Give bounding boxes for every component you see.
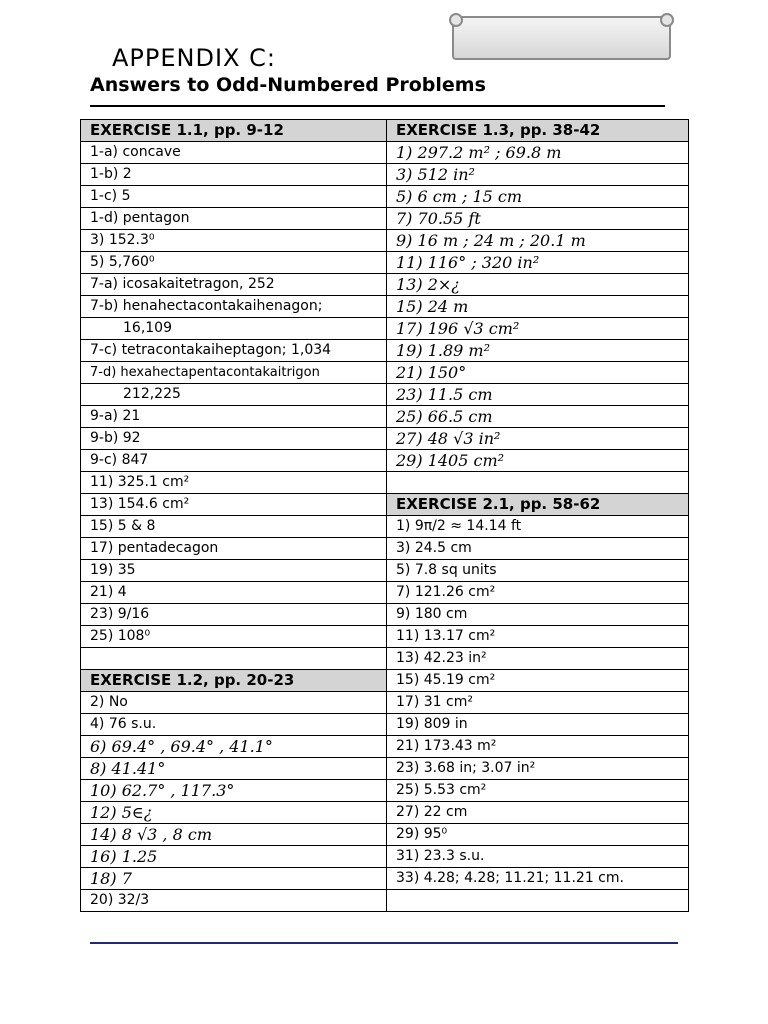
table-row <box>81 450 689 472</box>
table-row <box>81 230 689 252</box>
answer-cell: 7-d) hexahectapentacontakaitrigon <box>81 362 387 384</box>
answer-cell: 1) 297.2 m² ; 69.8 m <box>387 142 689 164</box>
section-header-exercise-2-1: EXERCISE 2.1, pp. 58-62 <box>387 494 689 516</box>
answer-cell: 20) 32/3 <box>81 890 387 912</box>
answer-cell: 23) 3.68 in; 3.07 in² <box>387 758 689 780</box>
answer-cell: 6) 69.4° , 69.4° , 41.1° <box>81 736 387 758</box>
answer-cell: 13) 154.6 cm² <box>81 494 387 516</box>
answer-cell: 17) 196 √3 cm² <box>387 318 689 340</box>
answer-cell: 4) 76 s.u. <box>81 714 387 736</box>
answers-table <box>80 119 689 912</box>
table-row <box>81 384 689 406</box>
table-row <box>81 494 689 516</box>
table-row <box>81 780 689 802</box>
table-row <box>81 406 689 428</box>
answer-cell: 1-a) concave <box>81 142 387 164</box>
answer-cell: 2) No <box>81 692 387 714</box>
answer-cell: 23) 9/16 <box>81 604 387 626</box>
table-row <box>81 626 689 648</box>
answer-cell: 1-b) 2 <box>81 164 387 186</box>
table-row <box>81 846 689 868</box>
answer-cell: 16) 1.25 <box>81 846 387 868</box>
table-row <box>81 164 689 186</box>
table-row <box>81 538 689 560</box>
answer-cell: 13) 42.23 in² <box>387 648 689 670</box>
answer-cell: 12) 5∈¿ <box>81 802 387 824</box>
answer-cell: 9) 16 m ; 24 m ; 20.1 m <box>387 230 689 252</box>
table-row <box>81 648 689 670</box>
answer-cell: 5) 7.8 sq units <box>387 560 689 582</box>
answer-cell: 21) 173.43 m² <box>387 736 689 758</box>
answer-cell: 3) 24.5 cm <box>387 538 689 560</box>
table-row <box>81 516 689 538</box>
answer-cell: 5) 6 cm ; 15 cm <box>387 186 689 208</box>
table-row <box>81 362 689 384</box>
answer-cell: 9-c) 847 <box>81 450 387 472</box>
answer-cell: 17) pentadecagon <box>81 538 387 560</box>
answer-cell: 29) 1405 cm² <box>387 450 689 472</box>
empty-cell <box>81 648 387 670</box>
section-header-exercise-1-1: EXERCISE 1.1, pp. 9-12 <box>81 120 387 142</box>
answer-cell: 21) 150° <box>387 362 689 384</box>
answer-cell: 19) 35 <box>81 560 387 582</box>
answer-cell: 3) 152.3⁰ <box>81 230 387 252</box>
answer-cell: 27) 22 cm <box>387 802 689 824</box>
table-row <box>81 560 689 582</box>
page-subtitle: Answers to Odd-Numbered Problems <box>90 74 486 96</box>
answer-cell: 16,109 <box>81 318 387 340</box>
answer-cell: 25) 66.5 cm <box>387 406 689 428</box>
empty-cell <box>387 890 689 912</box>
answer-cell: 1-c) 5 <box>81 186 387 208</box>
answer-cell: 7) 121.26 cm² <box>387 582 689 604</box>
table-row <box>81 890 689 912</box>
answer-cell: 19) 1.89 m² <box>387 340 689 362</box>
answer-cell: 7-a) icosakaitetragon, 252 <box>81 274 387 296</box>
answer-cell: 11) 325.1 cm² <box>81 472 387 494</box>
answer-cell: 13) 2×¿ <box>387 274 689 296</box>
answer-cell: 9) 180 cm <box>387 604 689 626</box>
answer-cell: 25) 108⁰ <box>81 626 387 648</box>
answer-cell: 11) 116° ; 320 in² <box>387 252 689 274</box>
answer-cell: 5) 5,760⁰ <box>81 252 387 274</box>
section-header-exercise-1-3: EXERCISE 1.3, pp. 38-42 <box>387 120 689 142</box>
empty-cell <box>387 472 689 494</box>
table-row <box>81 274 689 296</box>
answer-cell: 8) 41.41° <box>81 758 387 780</box>
answer-cell: 15) 24 m <box>387 296 689 318</box>
table-row <box>81 208 689 230</box>
table-row <box>81 670 689 692</box>
answer-cell: 9-b) 92 <box>81 428 387 450</box>
answer-cell: 14) 8 √3 , 8 cm <box>81 824 387 846</box>
section-header-exercise-1-2: EXERCISE 1.2, pp. 20-23 <box>81 670 387 692</box>
answer-cell: 1) 9π/2 ≈ 14.14 ft <box>387 516 689 538</box>
table-row <box>81 252 689 274</box>
table-row <box>81 692 689 714</box>
table-row <box>81 142 689 164</box>
table-row <box>81 428 689 450</box>
answer-cell: 27) 48 √3 in² <box>387 428 689 450</box>
table-row <box>81 120 689 142</box>
answer-cell: 29) 95⁰ <box>387 824 689 846</box>
answer-cell: 31) 23.3 s.u. <box>387 846 689 868</box>
answer-cell: 7) 70.55 ft <box>387 208 689 230</box>
answer-cell: 33) 4.28; 4.28; 11.21; 11.21 cm. <box>387 868 689 890</box>
answer-cell: 15) 45.19 cm² <box>387 670 689 692</box>
answer-cell: 19) 809 in <box>387 714 689 736</box>
title-divider <box>90 105 665 107</box>
table-row <box>81 318 689 340</box>
table-row <box>81 296 689 318</box>
table-row <box>81 604 689 626</box>
answer-cell: 7-c) tetracontakaiheptagon; 1,034 <box>81 340 387 362</box>
table-row <box>81 802 689 824</box>
table-row <box>81 340 689 362</box>
answer-cell: 11) 13.17 cm² <box>387 626 689 648</box>
table-row <box>81 472 689 494</box>
answer-cell: 21) 4 <box>81 582 387 604</box>
table-row <box>81 582 689 604</box>
table-row <box>81 824 689 846</box>
scroll-banner-graphic <box>452 16 671 60</box>
answer-cell: 7-b) henahectacontakaihenagon; <box>81 296 387 318</box>
page-title: APPENDIX C: <box>112 44 276 72</box>
answer-cell: 17) 31 cm² <box>387 692 689 714</box>
answer-cell: 1-d) pentagon <box>81 208 387 230</box>
table-row <box>81 736 689 758</box>
table-row <box>81 868 689 890</box>
answer-cell: 18) 7 <box>81 868 387 890</box>
table-row <box>81 186 689 208</box>
answer-cell: 3) 512 in² <box>387 164 689 186</box>
table-row <box>81 714 689 736</box>
answer-cell: 23) 11.5 cm <box>387 384 689 406</box>
answer-cell: 15) 5 & 8 <box>81 516 387 538</box>
footer-divider <box>90 942 678 944</box>
table-row <box>81 758 689 780</box>
answer-cell: 10) 62.7° , 117.3° <box>81 780 387 802</box>
answer-cell: 25) 5.53 cm² <box>387 780 689 802</box>
answer-cell: 212,225 <box>81 384 387 406</box>
answer-cell: 9-a) 21 <box>81 406 387 428</box>
